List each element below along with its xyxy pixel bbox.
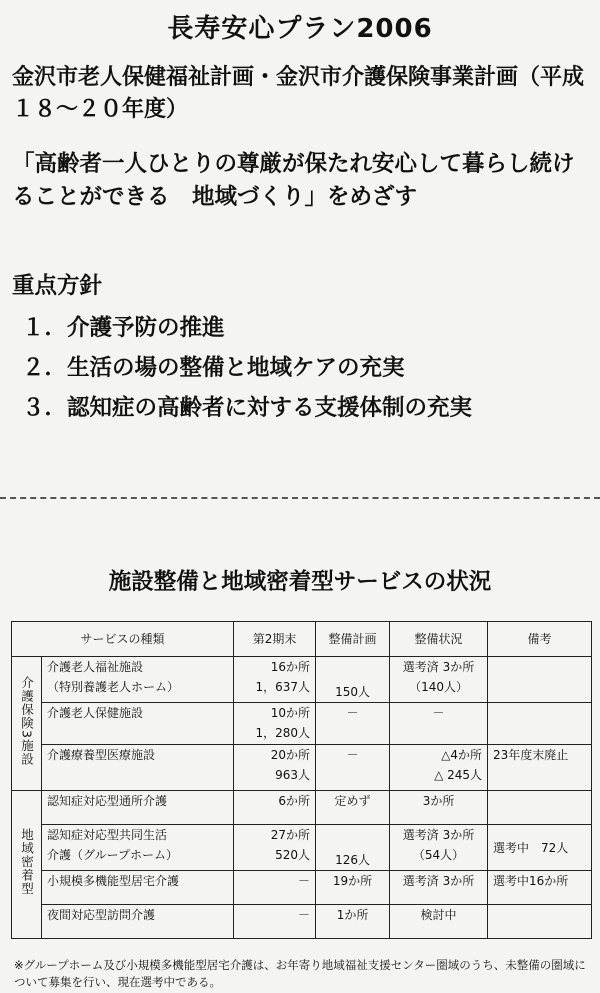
status-cell: 検討中 bbox=[390, 905, 488, 939]
term2-cell: 20か所 963人 bbox=[234, 745, 316, 791]
header-status: 整備状況 bbox=[390, 622, 488, 657]
service-cell: 小規模多機能型居宅介護 bbox=[42, 871, 234, 905]
group-label-community: 地域密着型 bbox=[12, 791, 42, 939]
policy-heading: 重点方針 bbox=[12, 273, 103, 299]
term2-cell: 6か所 bbox=[234, 791, 316, 825]
table-row bbox=[12, 905, 592, 939]
group-label-3-facilities: 介護保険3施設 bbox=[12, 657, 42, 791]
plan-subtitle: 金沢市老人保健福祉計画・金沢市介護保険事業計画（平成１８～２０年度） bbox=[12, 65, 585, 122]
service-cell: 介護老人保健施設 bbox=[42, 703, 234, 745]
note-cell bbox=[488, 703, 592, 745]
plan-cell: 19か所 bbox=[316, 871, 390, 905]
term2-cell: － bbox=[234, 905, 316, 939]
status-cell: 3か所 bbox=[390, 791, 488, 825]
status-cell: 選考済 3か所 （140人） bbox=[390, 657, 488, 703]
table-row bbox=[12, 657, 592, 703]
status-cell: 選考済 3か所 （54人） bbox=[390, 825, 488, 871]
policy-item: １．介護予防の推進 bbox=[22, 315, 225, 341]
status-cell: 選考済 3か所 bbox=[390, 871, 488, 905]
table-row bbox=[12, 791, 592, 825]
table-row bbox=[12, 703, 592, 745]
header-note: 備考 bbox=[488, 622, 592, 657]
header-plan: 整備計画 bbox=[316, 622, 390, 657]
note-cell: 選考中16か所 bbox=[488, 871, 592, 905]
status-cell: △4か所 △ 245人 bbox=[390, 745, 488, 791]
table-row bbox=[12, 871, 592, 905]
footnote: ※グループホーム及び小規模多機能型居宅介護は、お年寄り地域福祉支援センター圏域のうち、未整備の圏域について募集を行い、現在選考中である。 bbox=[14, 958, 586, 989]
table-row bbox=[12, 825, 592, 871]
service-cell: 認知症対応型共同生活 介護（グループホーム） bbox=[42, 825, 234, 871]
term2-cell: － bbox=[234, 871, 316, 905]
table-header-row bbox=[12, 622, 592, 657]
term2-cell: 10か所 1，280人 bbox=[234, 703, 316, 745]
status-cell: － bbox=[390, 703, 488, 745]
plan-cell: 126人 bbox=[316, 825, 390, 871]
service-cell: 介護老人福祉施設 （特別養護老人ホーム） bbox=[42, 657, 234, 703]
plan-cell: 150人 bbox=[316, 657, 390, 703]
plan-cell: － bbox=[316, 703, 390, 745]
note-cell: 選考中 72人 bbox=[488, 825, 592, 871]
policy-list bbox=[22, 312, 592, 432]
plan-cell: 定めず bbox=[316, 791, 390, 825]
page-title: 長寿安心プラン2006 bbox=[167, 14, 433, 44]
term2-cell: 27か所 520人 bbox=[234, 825, 316, 871]
note-cell bbox=[488, 791, 592, 825]
service-cell: 介護療養型医療施設 bbox=[42, 745, 234, 791]
plan-slogan: 「高齢者一人ひとりの尊厳が保たれ安心して暮らし続けることができる 地域づくり」をめざす bbox=[12, 151, 575, 210]
header-term2: 第2期末 bbox=[234, 622, 316, 657]
note-cell: 23年度末廃止 bbox=[488, 745, 592, 791]
plan-cell: 1か所 bbox=[316, 905, 390, 939]
policy-item: ２．生活の場の整備と地域ケアの充実 bbox=[22, 355, 405, 381]
section-heading: 施設整備と地域密着型サービスの状況 bbox=[108, 569, 492, 595]
service-cell: 認知症対応型通所介護 bbox=[42, 791, 234, 825]
header-service-type: サービスの種類 bbox=[12, 622, 234, 657]
facility-status-table bbox=[11, 621, 592, 939]
plan-cell: － bbox=[316, 745, 390, 791]
policy-item: ３．認知症の高齢者に対する支援体制の充実 bbox=[22, 395, 473, 421]
table-row bbox=[12, 745, 592, 791]
dashed-divider bbox=[0, 497, 600, 499]
term2-cell: 16か所 1，637人 bbox=[234, 657, 316, 703]
note-cell bbox=[488, 905, 592, 939]
note-cell bbox=[488, 657, 592, 703]
service-cell: 夜間対応型訪問介護 bbox=[42, 905, 234, 939]
